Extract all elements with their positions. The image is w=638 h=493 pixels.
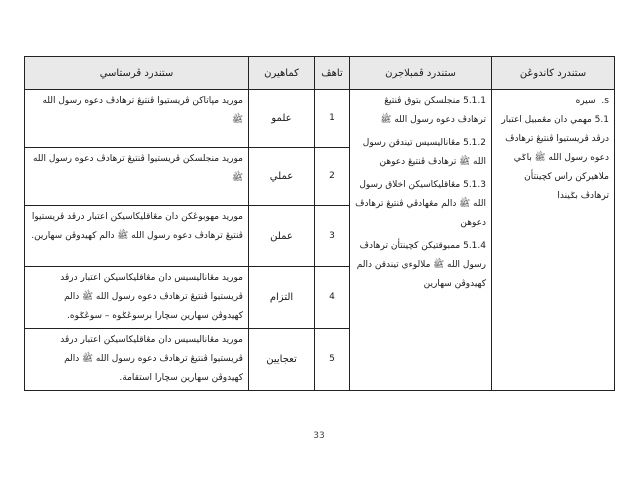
kandungan-heading: سيره bbox=[575, 96, 596, 106]
tahap-cell: 3 bbox=[315, 206, 350, 267]
standard-pembelajaran-cell bbox=[350, 90, 492, 391]
header-standard-pembelajaran: ستندرد ڤمبلاجرن bbox=[350, 57, 492, 90]
pembelajaran-item: 5.1.1 منجلسکن بتوق ڤنتيڠ ترهادڤ دعوه رسول الله ﷺ bbox=[380, 96, 486, 125]
kemahiran-cell: عملي bbox=[249, 148, 315, 206]
page-number: 33 bbox=[313, 431, 325, 441]
header-kemahiran: کماهيرن bbox=[249, 57, 315, 90]
kandungan-text: 5.1 مهمي دان مڠمبيل اعتبار درڤد ڤريستيوا ڤنتيڠ ترهادڤ دعوه رسول الله ﷺ باݢي ملاهيرکن راس کچينتأن ترهادڤ بݢيندا bbox=[501, 115, 609, 201]
tahap-cell: 4 bbox=[315, 267, 350, 329]
tahap-cell: 2 bbox=[315, 148, 350, 206]
prestasi-cell: موريد مڠاناليسيس دان مڠاقليکاسيکن اعتبار درڤد ڤريستيوا ڤنتيڠ ترهادڤ دعوه رسول الله ﷺ دالم کهيدوڤن سهارين سچارا استقامة. bbox=[25, 329, 249, 391]
header-tahap: تاهڤ bbox=[315, 57, 350, 90]
kemahiran-cell: علمو bbox=[249, 90, 315, 148]
kemahiran-cell: التزام bbox=[249, 267, 315, 329]
standard-kandungan-cell bbox=[492, 90, 615, 391]
prestasi-cell: موريد مڠاناليسيس دان مڠاقليکاسيکن اعتبار درڤد ڤريستيوا ڤنتيڠ ترهادڤ دعوه رسول الله ﷺ دالم کهيدوڤن سهارين سچارا برسوڠݢوه – سوڠݢوه. bbox=[25, 267, 249, 329]
pembelajaran-item: 5.1.3 مڠاقليکاسيکن اخلاق رسول الله ﷺ دالم مڠهادڤي ڤنتيڠ ترهادڤ دعوهن bbox=[355, 180, 486, 228]
tahap-cell: 5 bbox=[315, 329, 350, 391]
header-standard-prestasi: ستندرد ڤرستاسي bbox=[25, 57, 249, 90]
kandungan-letter: s. bbox=[601, 96, 609, 106]
pembelajaran-item: 5.1.2 مڠاناليسيس تيندقن رسول الله ﷺ ترهادڤ ڤنتيڠ دعوهن bbox=[362, 138, 486, 167]
standards-table bbox=[24, 56, 615, 391]
tahap-cell: 1 bbox=[315, 90, 350, 148]
kemahiran-cell: تعجايين bbox=[249, 329, 315, 391]
kemahiran-cell: عملن bbox=[249, 206, 315, 267]
header-standard-kandungan: ستندرد کاندوڠن bbox=[492, 57, 615, 90]
table-row bbox=[25, 90, 615, 148]
prestasi-cell: موريد منجلسکن ڤريستيوا ڤنتيڠ ترهادڤ دعوه رسول الله ﷺ bbox=[25, 148, 249, 206]
prestasi-cell: موريد مهوبوڠکن دان مڠاقليکاسيکن اعتبار درڤد ڤريستيوا ڤنتيڠ ترهادڤ دعوه رسول الله ﷺ دالم کهيدوڤن سهارين. bbox=[25, 206, 249, 267]
prestasi-cell: موريد مپاتاکن ڤريستيوا ڤنتيڠ ترهادڤ دعوه رسول الله ﷺ bbox=[25, 90, 249, 148]
header-row bbox=[25, 57, 615, 90]
kandungan-title bbox=[497, 92, 609, 111]
pembelajaran-item: 5.1.4 ممبوقتيکن کچينتأن ترهادڤ رسول الله ﷺ ملالوءي تيندقن دالم کهيدوڤن سهارين bbox=[356, 241, 486, 289]
